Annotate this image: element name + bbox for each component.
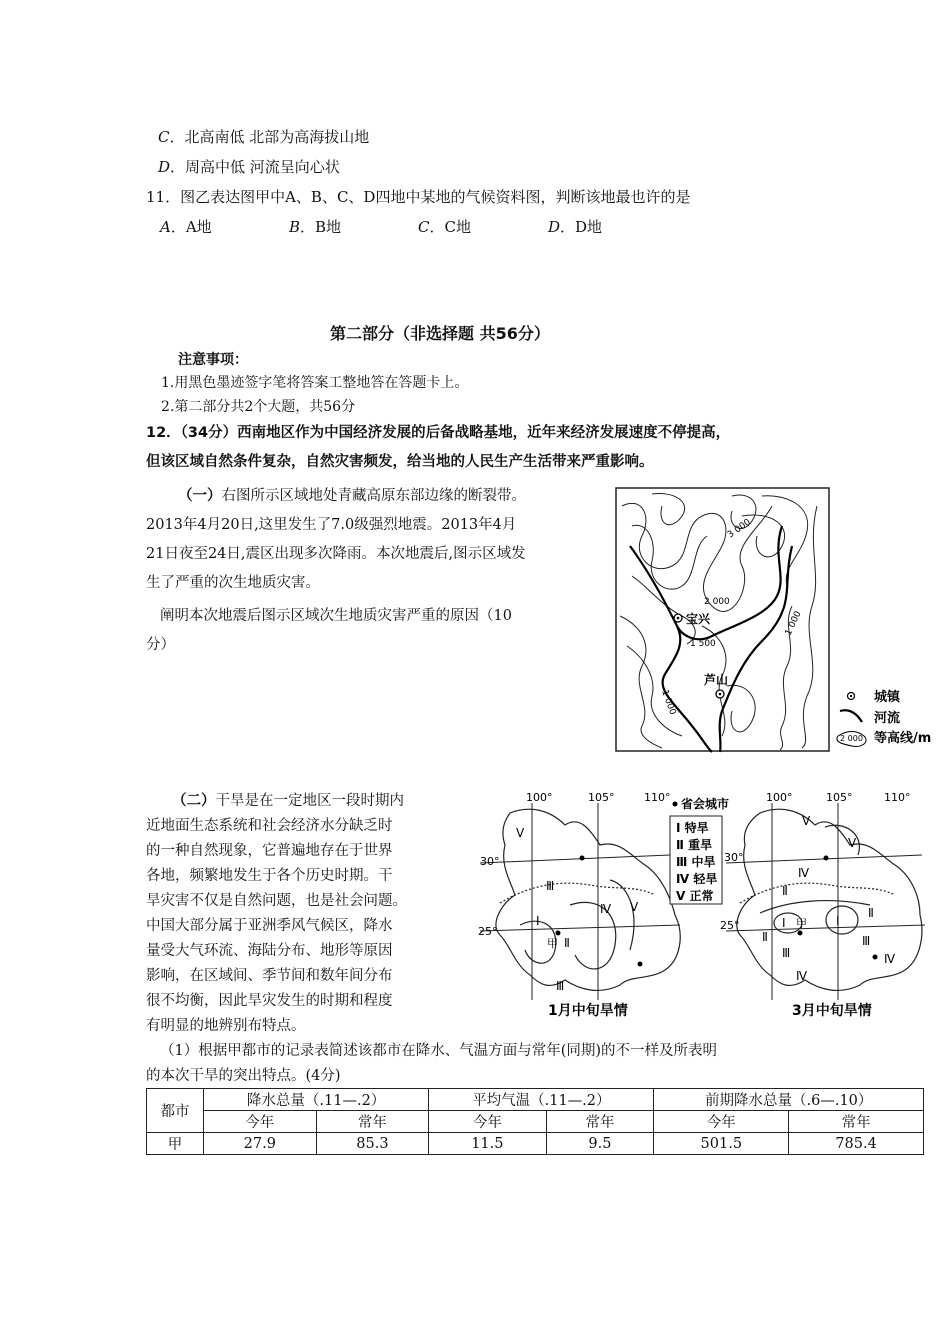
map2-lon-105: 105°	[826, 791, 853, 804]
sub-header: 常年	[316, 1111, 429, 1133]
map1-zones	[516, 826, 639, 993]
notice-1: 1.用黑色墨迹签字笔将答案工整地答在答题卡上。	[161, 375, 469, 391]
subq1-line1: （1）根据甲都市的记录表简述该都市在降水、气温方面与常年(同期)的不一样及所表明	[160, 1043, 718, 1059]
svg-text:Ⅴ: Ⅴ	[630, 900, 639, 914]
svg-text:Ⅱ: Ⅱ	[782, 884, 788, 898]
svg-text:Ⅲ: Ⅲ	[782, 946, 791, 960]
svg-text:Ⅴ: Ⅴ	[802, 814, 811, 828]
map2-city-jia-label: 甲	[796, 917, 807, 930]
q12-line2: 但该区域自然条件复杂，自然灾害频发，给当地的人民生产生活带来严重影响。	[146, 454, 654, 470]
section1-text: （一）右图所示区域地处青藏高原东部边缘的断裂带。 2013年4月20日,这里发生了7.0级强烈地震。2013年4月 21日夜至24日,震区出现多次降雨。本次地震后,图示区域发 生了严重的次生地质灾害。 阐明本次地震后图示区域次生地质灾害严重的原因（10 分）	[146, 488, 526, 653]
table-cell: 85.3	[316, 1133, 429, 1155]
legend-contour-sample: 2 000	[840, 734, 863, 743]
header-precip: 降水总量（.11—.2）	[204, 1089, 429, 1111]
section2-text: （二）干旱是在一定地区一段时期内 近地面生态系统和社会经济水分缺乏时 的一种自然现象，它普遍地存在于世界 各地，频繁地发生于各个历史时期。干 旱灾害不仅是自然问题，也是社会问题。 中国大部分属于亚洲季风气候区，降水 量受大气环流、海陆分布、地形等原因 影响，在区域间、季节间和数年间分布 很不均衡，因此旱灾发生的时期和程度 有明显的地辨别布特点。	[146, 793, 407, 1034]
svg-text:Ⅲ: Ⅲ	[546, 879, 555, 893]
contour-label-1500: 1 500	[690, 639, 716, 649]
contour-label-2000: 2 000	[704, 597, 730, 607]
table-cell: 9.5	[546, 1133, 654, 1155]
map2-city-2	[873, 955, 878, 960]
svg-text:Ⅳ: Ⅳ	[798, 866, 810, 880]
map1-lon-110: 110°	[644, 791, 671, 804]
river-legend-icon	[840, 710, 862, 722]
option-c: C．北高南低 北部为高海拔山地	[158, 128, 370, 146]
table-cell: 501.5	[654, 1133, 789, 1155]
svg-text:Ⅰ: Ⅰ	[836, 914, 840, 928]
header-city: 都市	[147, 1089, 204, 1133]
data-table	[146, 1088, 924, 1155]
question-11: 11．图乙表达图甲中A、B、C、D四地中某地的气候资料图，判断该地最也许的是	[146, 188, 691, 206]
map1-city-jia	[556, 931, 561, 936]
svg-text:Ⅱ: Ⅱ	[762, 930, 768, 944]
map1-lat-25: 25°	[478, 925, 498, 938]
map2-lon-110: 110°	[884, 791, 911, 804]
svg-text:Ⅰ 特旱: Ⅰ 特旱	[676, 821, 709, 835]
lushan-label: 芦山	[704, 673, 729, 687]
map1-city-jia-label: 甲	[547, 937, 558, 950]
map2-city-jia	[798, 931, 803, 936]
q11-option-b: B．B地	[289, 218, 342, 236]
topographic-map	[612, 486, 942, 756]
q11-option-a: A．A地	[160, 218, 212, 236]
map2-city-1	[824, 856, 829, 861]
map-march-grid	[726, 803, 925, 1000]
svg-text:Ⅴ: Ⅴ	[848, 836, 857, 850]
contour-label-1000a: 1 000	[659, 688, 678, 717]
svg-text:Ⅰ: Ⅰ	[536, 914, 540, 928]
svg-text:Ⅲ: Ⅲ	[556, 979, 565, 993]
sub-header: 今年	[654, 1111, 789, 1133]
q11-option-c: C．C地	[418, 218, 471, 236]
table-cell: 27.9	[204, 1133, 317, 1155]
legend-town: 城镇	[874, 690, 901, 705]
q11-option-d: D．D地	[548, 218, 603, 236]
table-row	[147, 1133, 924, 1155]
sub-header: 今年	[429, 1111, 546, 1133]
map2-lat-30: 30°	[724, 851, 744, 864]
svg-text:Ⅳ: Ⅳ	[600, 902, 612, 916]
legend-contour: 等高线/m	[874, 731, 932, 746]
q12-line1: 12．（34分）西南地区作为中国经济发展的后备战略基地，近年来经济发展速度不停提高，	[146, 425, 731, 441]
map2-lat-25: 25°	[720, 919, 740, 932]
map1-city-2	[638, 962, 643, 967]
notice-2: 2.第二部分共2个大题，共56分	[161, 399, 356, 415]
subq1-line2: 的本次干旱的突出特点。(4分)	[146, 1068, 341, 1084]
contour-label-3000: 3 000	[725, 517, 753, 541]
map2-title: 3月中旬旱情	[792, 1003, 872, 1019]
svg-text:Ⅴ 正常: Ⅴ 正常	[676, 889, 714, 903]
sub-header: 今年	[204, 1111, 317, 1133]
contour-label-1000b: 1 000	[783, 609, 804, 638]
notice-title: 注意事项：	[178, 352, 248, 368]
svg-text:Ⅱ 重旱: Ⅱ 重旱	[676, 838, 713, 852]
map1-title: 1月中旬旱情	[548, 1003, 628, 1019]
svg-text:Ⅱ: Ⅱ	[868, 906, 874, 920]
part2-title: 第二部分（非选择题 共56分）	[330, 324, 550, 343]
map1-lon-100: 100°	[526, 791, 553, 804]
map1-lat-30: 30°	[480, 855, 500, 868]
map2-lon-100: 100°	[766, 791, 793, 804]
baoxing-label: 宝兴	[686, 612, 711, 626]
svg-text:Ⅲ: Ⅲ	[862, 934, 871, 948]
map1-city-1	[580, 856, 585, 861]
header-prior-precip: 前期降水总量（.6—.10）	[654, 1089, 924, 1111]
map-january-grid	[480, 803, 680, 1000]
svg-text:Ⅳ: Ⅳ	[884, 952, 896, 966]
legend-river: 河流	[874, 711, 901, 726]
svg-text:Ⅴ: Ⅴ	[516, 826, 525, 840]
svg-text:Ⅱ: Ⅱ	[564, 936, 570, 950]
legend-capital-icon	[673, 802, 678, 807]
legend-capital: 省会城市	[681, 797, 730, 811]
option-d: D．周高中低 河流呈向心状	[158, 158, 340, 176]
svg-text:Ⅳ 轻旱: Ⅳ 轻旱	[676, 872, 718, 886]
table-cell-city: 甲	[147, 1133, 204, 1155]
svg-text:Ⅰ: Ⅰ	[782, 916, 786, 930]
sub-header: 常年	[789, 1111, 924, 1133]
svg-text:Ⅳ: Ⅳ	[796, 969, 808, 983]
header-temp: 平均气温（.11—.2）	[429, 1089, 654, 1111]
table-cell: 11.5	[429, 1133, 546, 1155]
table-cell: 785.4	[789, 1133, 924, 1155]
svg-text:Ⅲ 中旱: Ⅲ 中旱	[676, 855, 716, 869]
drought-maps	[470, 785, 940, 1025]
sub-header: 常年	[546, 1111, 654, 1133]
map1-lon-105: 105°	[588, 791, 615, 804]
